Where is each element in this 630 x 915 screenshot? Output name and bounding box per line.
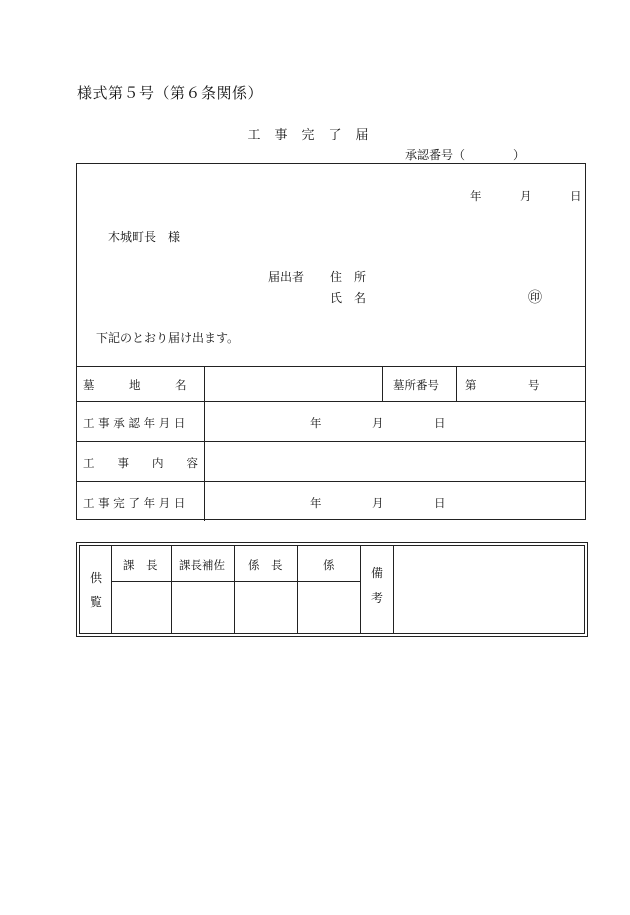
address-label: 住 所 [330,270,367,284]
work-completion-date-label: 工 事 完 了 年 月 日 [83,496,186,510]
completion-date-month: 月 [372,496,384,510]
review-header-rule [111,581,360,582]
form-number: 様式第５号（第６条関係） [77,84,264,102]
grave-number-prefix: 第 [465,378,477,392]
biko-char-1: 備 [370,566,383,580]
approval-number-label: 承認番号（ [405,148,466,162]
biko-char-2: 考 [370,591,383,605]
kyoran-char-1: 供 [89,571,102,585]
column-kakari: 係 [323,558,335,572]
approval-number-close: ） [513,148,526,162]
label-column-rule [204,366,205,521]
review-rule-1 [111,546,112,633]
date-month-label: 月 [520,189,532,203]
date-day-label: 日 [570,189,582,203]
grave-number-label: 墓所番号 [393,378,439,392]
grave-number-suffix: 号 [528,378,540,392]
review-rule-4 [297,546,298,633]
review-box [76,542,588,637]
name-label: 氏 名 [330,291,367,305]
approval-date-day: 日 [434,416,446,430]
row-rule-1 [77,401,585,402]
grave-number-label-rule-left [382,366,383,401]
date-year-label: 年 [470,189,482,203]
review-box-inner [79,545,585,634]
notifier-label: 届出者 [268,270,305,284]
approval-date-year: 年 [310,416,322,430]
kyoran-char-2: 覧 [89,595,102,609]
column-kakaricho: 係 長 [248,558,283,572]
column-kacho-hosa: 課長補佐 [179,558,225,572]
form-title: 工事完了届 [247,128,383,143]
main-form-box [76,163,586,520]
work-content-label: 工 事 内 容 [83,456,198,470]
statement: 下記のとおり届け出ます。 [96,331,240,345]
table-top-rule [77,366,585,367]
completion-date-year: 年 [310,496,322,510]
review-rule-3 [234,546,235,633]
row-rule-3 [77,481,585,482]
work-approval-date-label: 工 事 承 認 年 月 日 [83,416,186,430]
grave-name-label: 墓 地 名 [83,378,187,392]
review-rule-5 [360,546,361,633]
approval-date-month: 月 [372,416,384,430]
row-rule-2 [77,441,585,442]
seal-mark: ㊞ [528,290,542,306]
approval-number [405,146,525,163]
column-kacho: 課 長 [123,558,158,572]
review-rule-2 [171,546,172,633]
grave-number-label-rule-right [456,366,457,401]
addressee: 木城町長 様 [108,230,181,244]
review-rule-6 [393,546,394,633]
completion-date-day: 日 [434,496,446,510]
